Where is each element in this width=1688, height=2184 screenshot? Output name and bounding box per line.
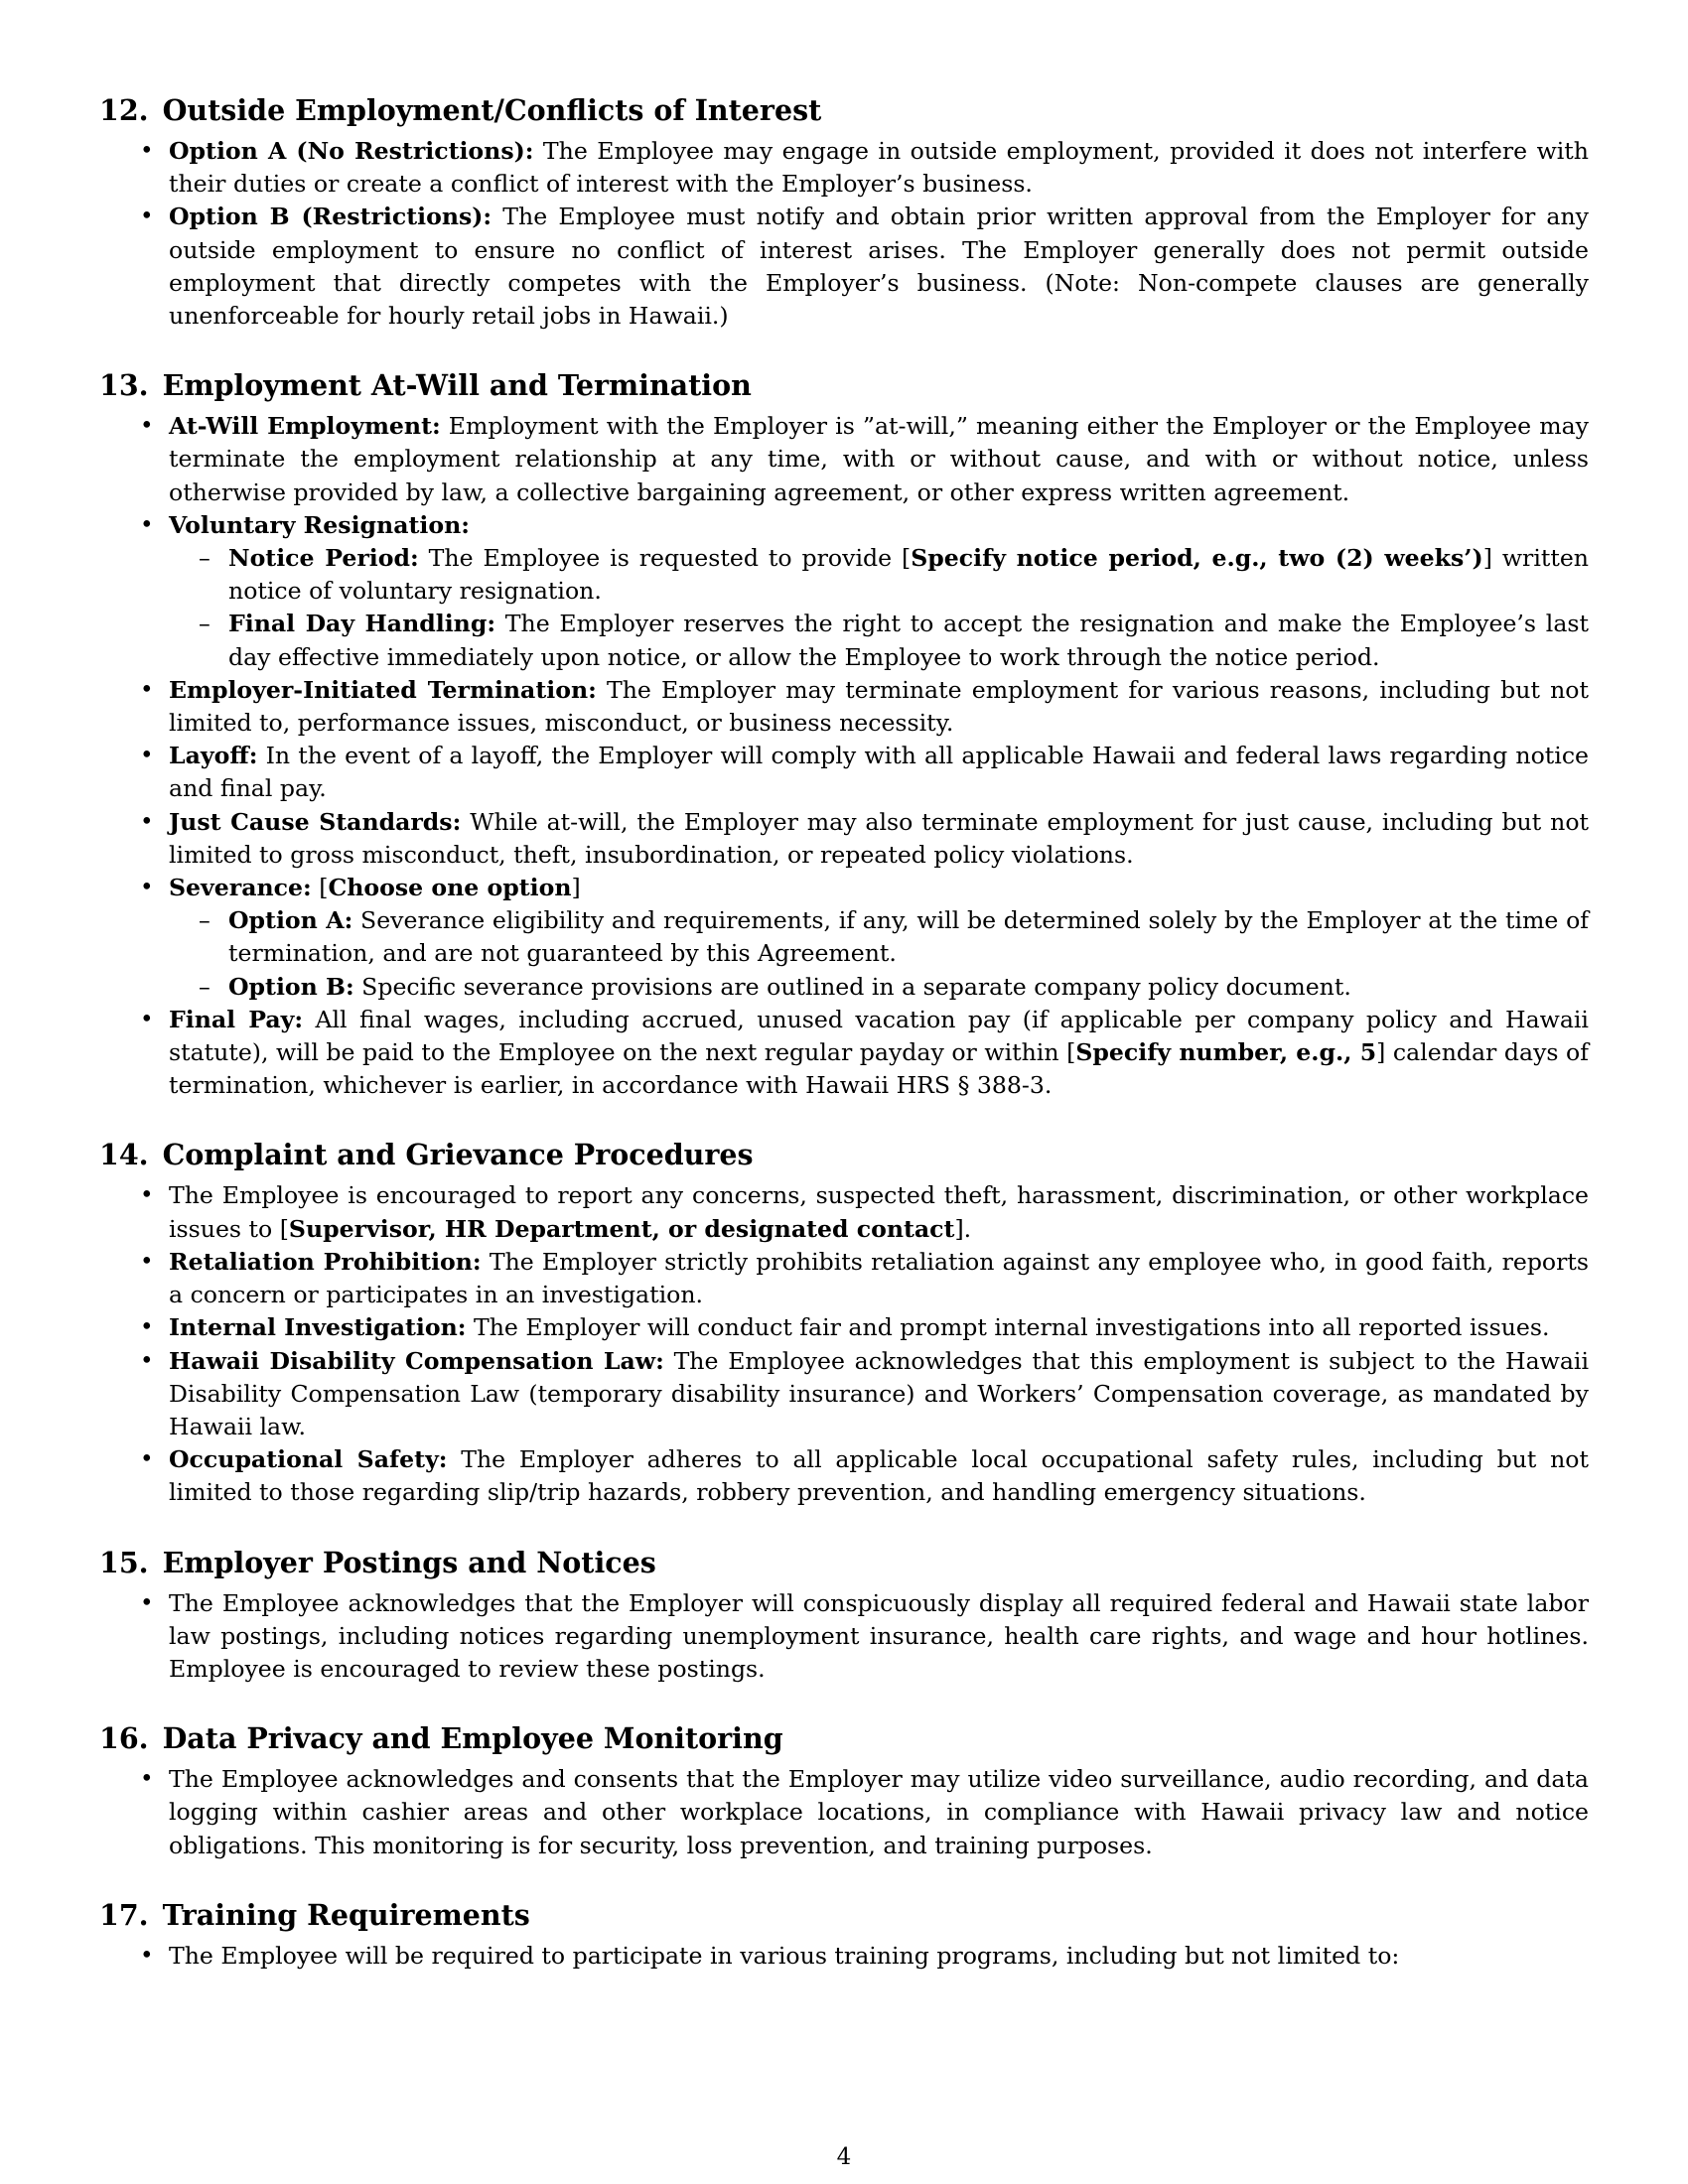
item-text: The Employee acknowledges that the Employer will conspicuously display all required federal and Hawaii state labor law postings, including notices regarding unemployment insurance, health care rights, and wage and hour hotlines. Employee is encouraged to review these postings. [169,1588,1589,1683]
list-item [99,135,1589,201]
sub-list-item [169,904,1589,970]
item-text: The Employee must notify and obtain prior written approval from the Employer for any outside employment to ensure no conflict of interest arises. The Employer generally does not permit outside employment that directly competes with the Employer’s business. (Note: Non-compete clauses are generally unenforceable for hourly retail jobs in Hawaii.) [169,203,1589,331]
item-label: Option B: [228,972,354,1001]
list-item [99,1246,1589,1311]
list-item [99,1940,1589,1973]
item-text: In the event of a layoff, the Employer will comply with all applicable Hawaii and federal laws regarding notice and final pay. [169,742,1589,803]
list-item [99,1587,1589,1687]
sub-list [169,542,1589,674]
item-label: Layoff: [169,742,258,770]
section-15 [99,1544,1589,1687]
sub-list [169,904,1589,1004]
list-item [99,740,1589,805]
item-label: Final Day Handling: [228,610,496,638]
page-number: 4 [836,2144,852,2170]
section-heading [99,366,1589,404]
item-label: Employer-Initiated Termination: [169,675,597,704]
section-number: 15. [99,1545,149,1579]
section-title: Training Requirements [162,1897,530,1932]
sub-list-item [169,971,1589,1004]
bullet-list [99,1587,1589,1687]
item-label: Voluntary Resignation: [169,510,470,539]
section-title: Data Privacy and Employee Monitoring [162,1721,783,1756]
list-item [99,1311,1589,1344]
item-text: The Employer reserves the right to accept the resignation and make the Employee’s last day effective immediately upon notice, or allow the Employee to work through the notice period. [228,610,1589,671]
list-item [99,1004,1589,1103]
section-16 [99,1719,1589,1862]
item-label: At-Will Employment: [169,412,441,441]
item-label: Final Pay: [169,1005,304,1033]
section-heading [99,1719,1589,1757]
item-text: The Employer will conduct fair and prompt internal investigations into all reported issues. [466,1313,1550,1342]
page-content [99,91,1589,2006]
item-text: The Employee acknowledges and consents that the Employer may utilize video surveillance, audio recording, and data logging within cashier areas and other workplace locations, in compliance with Hawaii privacy law and notice obligations. This monitoring is for security, loss prevention, and training purposes. [169,1765,1589,1859]
item-label: Hawaii Disability Compensation Law: [169,1346,664,1375]
item-label: Just Cause Standards: [169,807,462,836]
list-item [99,1443,1589,1509]
bullet-list [99,1763,1589,1862]
item-text: The Employee may engage in outside employment, provided it does not interfere with their duties or create a conflict of interest with the Employer’s business. [169,137,1589,199]
list-item [99,806,1589,872]
item-text: Specific severance provisions are outlined in a separate company policy document. [353,972,1351,1001]
section-number: 16. [99,1721,149,1756]
item-text: The Employer strictly prohibits retaliation against any employee who, in good faith, reports a concern or participates in an investigation. [169,1247,1590,1309]
list-item [99,509,1589,674]
item-text: The Employee is requested to provide [ [418,544,912,573]
item-label: Option B (Restrictions): [169,203,492,231]
item-text: Employment with the Employer is ”at-will,” meaning either the Employer or the Employee may terminate the employment relationship at any time, with or without cause, and with or without notice, unless otherwise provided by law, a collective bargaining agreement, or other express written agreement. [169,412,1589,506]
list-item [99,674,1589,740]
section-number: 17. [99,1897,149,1932]
section-title: Employer Postings and Notices [162,1545,656,1579]
list-item [99,201,1589,333]
item-label: Internal Investigation: [169,1313,467,1342]
section-heading [99,1136,1589,1173]
section-number: 14. [99,1138,149,1172]
item-label: Option A (No Restrictions): [169,137,534,165]
list-item [99,1763,1589,1862]
section-number: 13. [99,368,149,403]
item-text: The Employer adheres to all applicable local occupational safety rules, including but not limited to those regarding slip/trip hazards, robbery prevention, and handling emergency situations. [169,1445,1589,1507]
section-heading [99,1896,1589,1934]
sub-list-item [169,542,1589,608]
item-text: The Employee will be required to participate in various training programs, including but not limited to: [169,1941,1400,1970]
item-label: Occupational Safety: [169,1445,448,1474]
item-text: ] calendar days of termination, whichever is earlier, in accordance with Hawaii HRS § 388-3. [169,1038,1589,1100]
item-label: Notice Period: [228,544,419,573]
placeholder-text: Specify notice period, e.g., two (2) weeks’) [911,544,1483,573]
item-text: Severance eligibility and requirements, if any, will be determined solely by the Employer at the time of termination, and are not guaranteed by this Agreement. [228,906,1589,968]
sub-list-item [169,608,1589,673]
item-text: ]. [954,1214,972,1243]
item-text: ] [571,874,581,902]
item-label: Severance: [169,874,312,902]
section-13 [99,366,1589,1102]
item-label: Retaliation Prohibition: [169,1247,482,1276]
placeholder-text: Supervisor, HR Department, or designated contact [288,1214,955,1243]
placeholder-text: Choose one option [328,874,572,902]
list-item [99,1179,1589,1245]
item-text: The Employer may terminate employment for various reasons, including but not limited to, performance issues, misconduct, or business necessity. [169,675,1589,738]
item-label: Option A: [228,906,353,935]
item-text: ] written notice of voluntary resignation. [228,544,1589,606]
section-number: 12. [99,93,149,127]
placeholder-text: Specify number, e.g., 5 [1075,1038,1377,1067]
section-12 [99,91,1589,333]
section-14 [99,1136,1589,1509]
item-text: While at-will, the Employer may also terminate employment for just cause, including but not limited to gross misconduct, theft, insubordination, or repeated policy violations. [169,807,1589,869]
list-item [99,1345,1589,1444]
list-item [99,410,1589,509]
item-text: [ [311,874,329,902]
item-text: The Employee is encouraged to report any concerns, suspected theft, harassment, discrimination, or other workplace issues to [ [169,1181,1589,1243]
bullet-list [99,1179,1589,1509]
section-heading [99,91,1589,129]
section-title: Employment At-Will and Termination [162,368,752,403]
section-17 [99,1896,1589,1973]
bullet-list [99,135,1589,333]
bullet-list [99,1940,1589,1973]
section-heading [99,1544,1589,1581]
item-text: The Employee acknowledges that this employment is subject to the Hawaii Disability Compensation Law (temporary disability insurance) and Workers’ Compensation coverage, as mandated by Hawaii law. [169,1346,1589,1440]
section-title: Outside Employment/Conflicts of Interest [162,93,822,127]
list-item [99,872,1589,1004]
item-text: All final wages, including accrued, unused vacation pay (if applicable per company policy and Hawaii statute), will be paid to the Employee on the next regular payday or within [ [169,1005,1589,1067]
section-title: Complaint and Grievance Procedures [162,1138,754,1172]
bullet-list [99,410,1589,1102]
